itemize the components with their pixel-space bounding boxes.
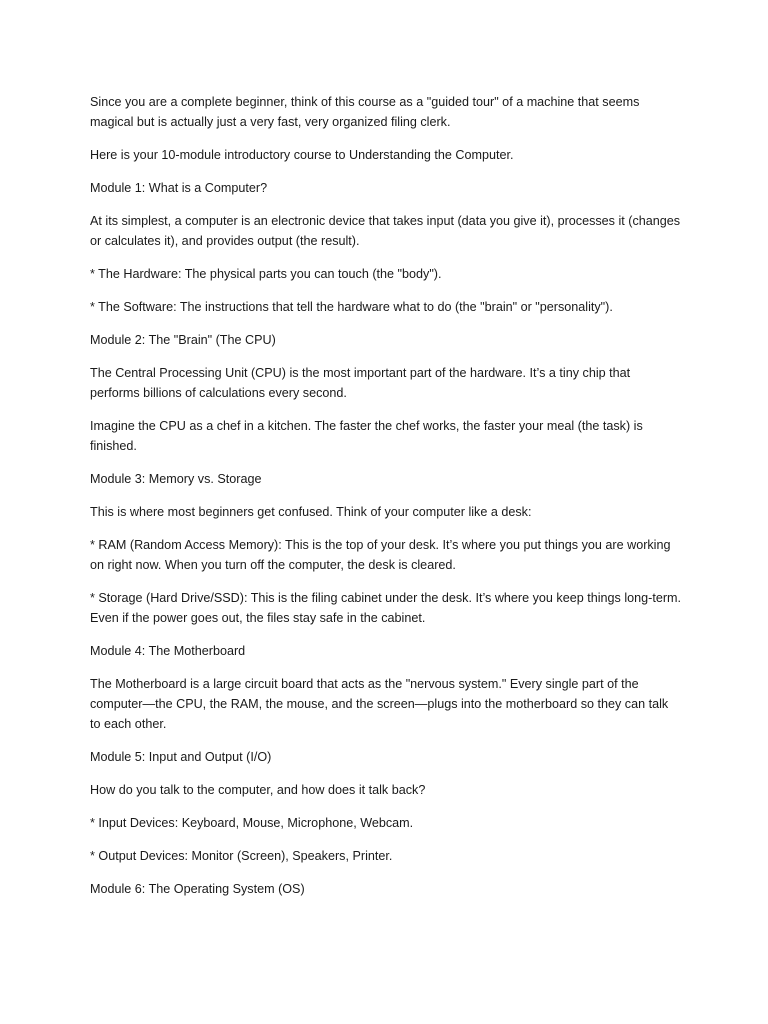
software-bullet: * The Software: The instructions that tell the hardware what to do (the "brain" or "personality"). (90, 300, 613, 314)
course-overview-paragraph: Here is your 10-module introductory course to Understanding the Computer. (90, 148, 514, 162)
module-3-paragraph: This is where most beginners get confused. Think of your computer like a desk: (90, 505, 532, 519)
intro-paragraph: Since you are a complete beginner, think of this course as a "guided tour" of a machine that seems magical but is actually just a very fast, very organized filing clerk. (90, 95, 640, 129)
storage-bullet: * Storage (Hard Drive/SSD): This is the filing cabinet under the desk. It’s where you keep things long-term. Even if the power goes out, the files stay safe in the cabinet. (90, 591, 682, 625)
module-5-paragraph: How do you talk to the computer, and how does it talk back? (90, 783, 426, 797)
module-5-heading: Module 5: Input and Output (I/O) (90, 750, 272, 764)
document-body (90, 92, 682, 912)
output-devices-bullet: * Output Devices: Monitor (Screen), Speakers, Printer. (90, 849, 393, 863)
module-6-heading: Module 6: The Operating System (OS) (90, 882, 305, 896)
input-devices-bullet: * Input Devices: Keyboard, Mouse, Microphone, Webcam. (90, 816, 414, 830)
module-4-paragraph: The Motherboard is a large circuit board that acts as the "nervous system." Every single part of the computer—the CPU, the RAM, the mouse, and the screen—plugs into the motherboard so they can talk to each other. (90, 677, 669, 731)
module-2-heading: Module 2: The "Brain" (The CPU) (90, 333, 276, 347)
module-2-analogy-paragraph: Imagine the CPU as a chef in a kitchen. The faster the chef works, the faster your meal (the task) is finished. (90, 419, 643, 453)
module-1-heading: Module 1: What is a Computer? (90, 181, 268, 195)
module-2-paragraph: The Central Processing Unit (CPU) is the most important part of the hardware. It’s a tiny chip that performs billions of calculations every second. (90, 366, 631, 400)
module-3-heading: Module 3: Memory vs. Storage (90, 472, 262, 486)
hardware-bullet: * The Hardware: The physical parts you can touch (the "body"). (90, 267, 442, 281)
module-1-paragraph: At its simplest, a computer is an electronic device that takes input (data you give it), processes it (changes or calculates it), and provides output (the result). (90, 214, 681, 248)
ram-bullet: * RAM (Random Access Memory): This is the top of your desk. It’s where you put things you are working on right now. When you turn off the computer, the desk is cleared. (90, 538, 671, 572)
module-4-heading: Module 4: The Motherboard (90, 644, 246, 658)
